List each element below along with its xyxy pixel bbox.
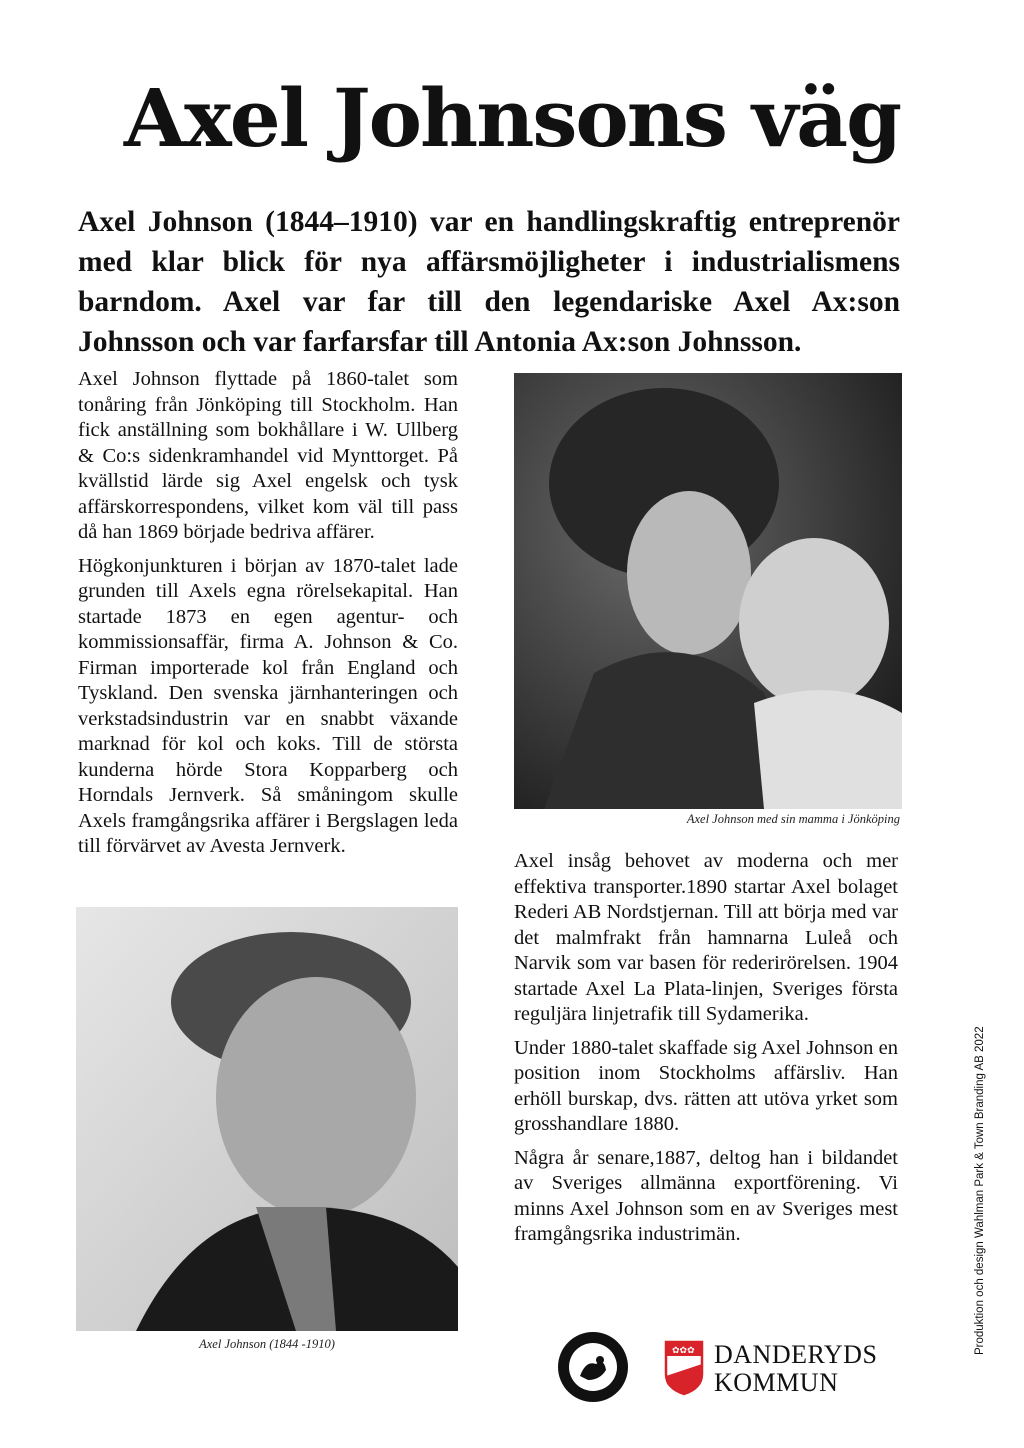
lead-paragraph: Axel Johnson (1844–1910) var en handlingskraftig entreprenör med klar blick för nya affärsmöjligheter i industrialismens barndom. Axel var far till den legendariske Axel Ax:son Johnsson och var farfarsfar till Antonia Ax:son Johnsson. — [78, 206, 900, 358]
logo-line-1: DANDERYDS — [714, 1340, 878, 1369]
photo-axel-johnson — [76, 907, 458, 1331]
logo-line-2: KOMMUN — [714, 1368, 839, 1397]
right-paragraph-1: Axel insåg behovet av moderna och mer effektiva transporter.1890 startar Axel bolaget Rederi AB Nordstjernan. Till att börja med var det malmfrakt från hamnarna Luleå och Narvik som var basen för rederirörelsen. 1904 startade Axel La Plata-linjen, Sveriges första reguljära linjetrafik till Sydamerika. — [514, 850, 898, 1025]
right-paragraph-3: Några år senare,1887, deltog han i bildandet av Sveriges allmänna exportförening. Vi minns Axel Johnson som en av Sveriges mest framgångsrika industrimän. — [514, 1146, 898, 1245]
danderyd-crest-icon — [664, 1340, 704, 1396]
left-paragraph-1: Axel Johnson flyttade på 1860-talet som tonåring från Jönköping till Stockholm. Han fick anställning som bokhållare i W. Ullberg & Co:s sidenkramhandel vid Mynttorget. På kvällstid lärde sig Axel engelsk och tysk affärskorrespondens, vilket kom väl till pass då han 1869 började bedriva affärer. — [78, 368, 458, 543]
left-column — [78, 367, 458, 868]
caption-portrait: Axel Johnson (1844 -1910) — [199, 1337, 335, 1351]
page-title: Axel Johnsons väg — [123, 71, 901, 165]
svg-text:✿✿✿: ✿✿✿ — [672, 1346, 695, 1356]
left-paragraph-2: Högkonjunkturen i början av 1870-talet lade grunden till Axels egna rörelsekapital. Han startade 1873 en egen agentur- och kommissionsaffär, firma A. Johnson & Co. Firman importerade kol från England och Tyskland. Den svenska järnhanteringen och verkstadsindustrin var en snabbt växande marknad för kol och koks. Till de största kunderna hörde Stora Kopparberg och Horndals Jernverk. Så småningom skulle Axels framgångsrika affärer i Bergslagen leda till förvärvet av Avesta Jernverk. — [78, 554, 458, 857]
right-paragraph-2: Under 1880-talet skaffade sig Axel Johnson en position inom Stockholms affärsliv. Han erhöll burskap, dvs. rätten att utöva yrket som grosshandlare 1880. — [514, 1036, 898, 1135]
caption-mother: Axel Johnson med sin mamma i Jönköping — [686, 812, 900, 826]
danderyds-kommun-logo-text — [714, 1341, 877, 1397]
photo-mother-and-child — [514, 373, 902, 809]
right-column — [514, 849, 898, 1256]
production-credit: Produktion och design Wahlman Park & Town Branding AB 2022 — [974, 1026, 986, 1355]
hembygdsforening-seal-icon — [556, 1330, 630, 1404]
